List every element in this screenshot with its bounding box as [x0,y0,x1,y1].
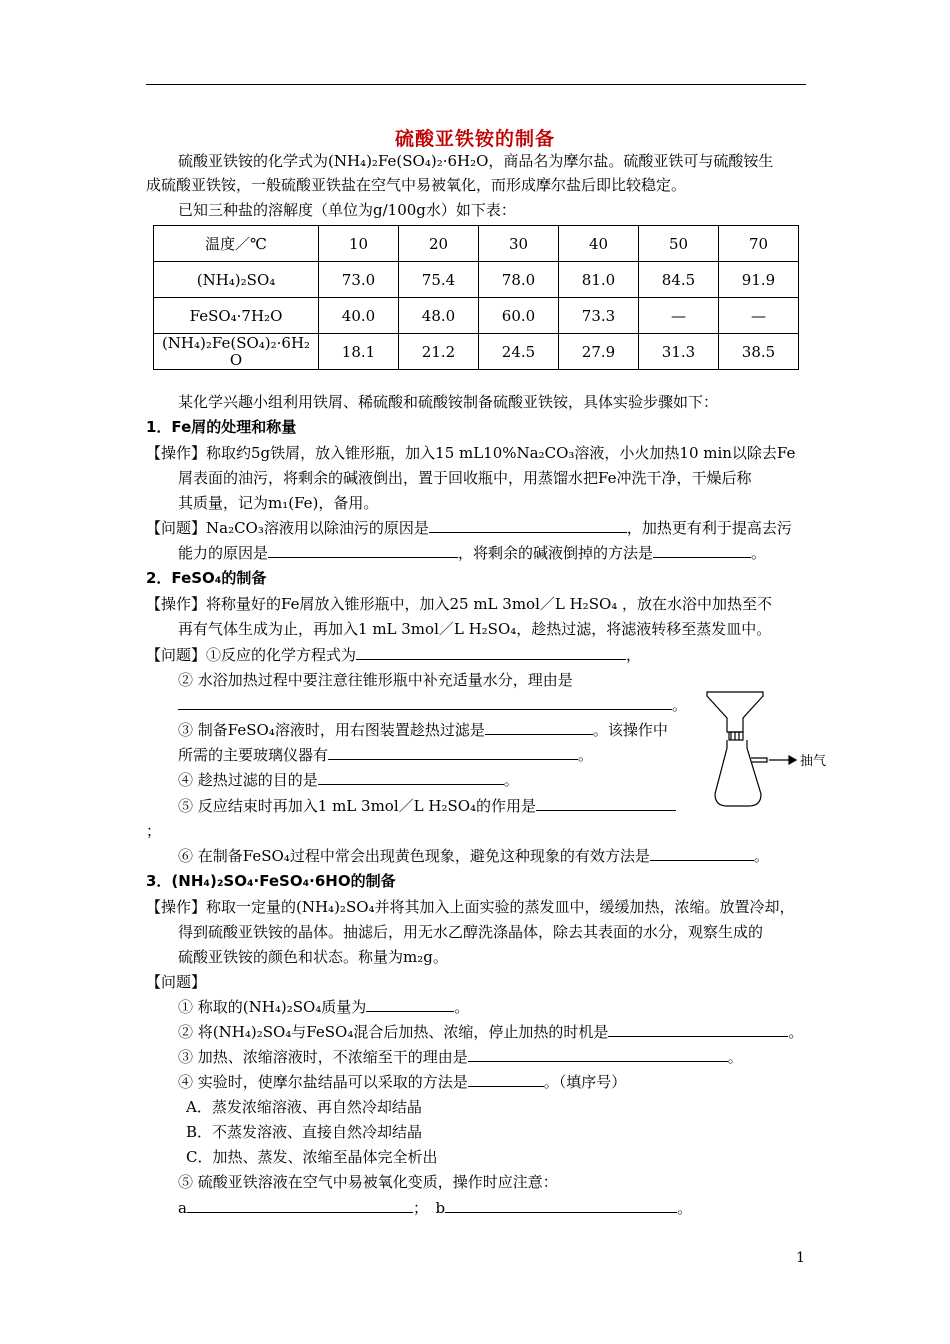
header-rule [146,84,806,85]
table-cell: 38.5 [719,334,799,370]
row-label-line-1: (NH₄)₂Fe(SO₄)₂·6H₂ [161,333,311,352]
table-cell: 18.1 [319,334,399,370]
answer-blank[interactable] [366,996,454,1012]
s2-q-text: 。该操作中 [592,721,668,739]
option-a: A．蒸发浓缩溶液、再自然冷却结晶 [186,1098,422,1116]
s2-op-line-2: 再有气体生成为止，再加入1 mL 3mol／L H₂SO₄，趁热过滤，将滤液转移至蒸发皿中。 [178,620,772,638]
answer-blank[interactable] [328,744,578,760]
table-cell: — [639,298,719,334]
page-number: 1 [796,1250,805,1266]
s3-q1 [178,996,469,1018]
s2-q-text: ③ 制备FeSO₄溶液时，用右图装置趁热过滤是 [178,721,485,739]
table-cell: 70 [719,226,799,262]
s3-q-text: 。 [727,1048,743,1066]
s2-q-text: ⑤ 反应结束时再加入1 mL 3mol／L H₂SO₄的作用是 [178,797,537,815]
s2-q4 [178,769,519,791]
answer-blank[interactable] [318,769,504,785]
funnel-icon [707,692,763,732]
answer-blank[interactable] [650,845,754,861]
s2-q-text: 。 [753,847,769,865]
s1-q-text: 。 [751,544,767,562]
s1-q-text: ，将剩余的碱液倒掉的方法是 [458,544,654,562]
answer-blank[interactable] [178,694,672,710]
s3-q-text: ③ 加热、浓缩溶液时，不浓缩至干的理由是 [178,1048,468,1066]
table-cell: (NH₄)₂SO₄ [154,262,319,298]
s3-q5-answers [178,1197,692,1219]
s1-q-text: ，加热更有利于提高去污 [626,519,792,537]
s1-q-text: 能力的原因是 [178,544,269,562]
s2-op-line-1: 【操作】将称量好的Fe屑放入锥形瓶中，加入25 mL 3mol／L H₂SO₄ ，放在水浴中加热至不 [146,595,773,613]
table-cell: 48.0 [399,298,479,334]
section-2-heading: 2．FeSO₄的制备 [146,569,267,587]
suction-flask-diagram [705,690,835,812]
apparatus-label: 抽气 [800,754,827,769]
answer-blank[interactable] [187,1197,413,1213]
answer-blank[interactable] [608,1021,788,1037]
answer-blank[interactable] [268,542,458,558]
filtration-apparatus [705,690,835,816]
s3-op-line-3: 硫酸亚铁铵的颜色和状态。称量为m₂g。 [178,948,448,966]
solubility-table [153,225,799,370]
answer-blank[interactable] [653,542,751,558]
s3-q4 [178,1071,626,1093]
s3-q-text: ； b [412,1199,446,1217]
s3-q-text: ② 将(NH₄)₂SO₄与FeSO₄混合后加热、浓缩，停止加热的时机是 [178,1023,609,1041]
table-cell: 10 [319,226,399,262]
table-cell: 21.2 [399,334,479,370]
s2-q1 [146,644,641,666]
table-cell: FeSO₄·7H₂O [154,298,319,334]
table-row [154,226,799,262]
s3-q-text: 。 [788,1023,804,1041]
answer-blank[interactable] [485,719,593,735]
s1-question-line-1 [146,517,792,539]
answer-blank[interactable] [356,644,626,660]
s3-op-line-1: 【操作】称取一定量的(NH₄)₂SO₄并将其加入上面实验的蒸发皿中，缓缓加热，浓缩。放置冷却， [146,898,795,916]
answer-blank[interactable] [429,517,627,533]
s2-q-text: 所需的主要玻璃仪器有 [178,746,329,764]
s3-q2 [178,1021,803,1043]
table-cell: 40 [559,226,639,262]
table-cell: 31.3 [639,334,719,370]
s3-q-text: a [178,1199,187,1217]
s1-q-text: 【问题】Na₂CO₃溶液用以除油污的原因是 [146,519,429,537]
intro-line-2: 成硫酸亚铁铵，一般硫酸亚铁盐在空气中易被氧化，而形成摩尔盐后即比较稳定。 [146,176,687,194]
table-cell: 40.0 [319,298,399,334]
table-cell: 73.3 [559,298,639,334]
s3-q-text: ④ 实验时，使摩尔盐结晶可以采取的方法是 [178,1073,468,1091]
s3-q5: ⑤ 硫酸亚铁溶液在空气中易被氧化变质，操作时应注意： [178,1173,558,1191]
s2-q2-answer [178,694,687,716]
arrow-icon [789,756,796,764]
s3-op-line-2: 得到硫酸亚铁铵的晶体。抽滤后，用无水乙醇洗涤晶体，除去其表面的水分，观察生成的 [178,923,764,941]
table-cell: 27.9 [559,334,639,370]
s1-op-line-2: 屑表面的油污，将剩余的碱液倒出，置于回收瓶中，用蒸馏水把Fe冲洗干净，干燥后称 [178,469,752,487]
s2-q-text: 。 [578,746,594,764]
intro-line-3: 已知三种盐的溶解度（单位为g/100g水）如下表： [178,201,516,219]
table-row [154,334,799,370]
option-b: B．不蒸发溶液、直接自然冷却结晶 [186,1123,423,1141]
table-row [154,298,799,334]
s2-q-text: ⑥ 在制备FeSO₄过程中常会出现黄色现象，避免这种现象的有效方法是 [178,847,650,865]
s1-op-line-1: 【操作】称取约5g铁屑，放入锥形瓶，加入15 mL10%Na₂CO₃溶液，小火加热10 min以除去Fe [146,444,796,462]
answer-blank[interactable] [468,1071,544,1087]
intro-line-1: 硫酸亚铁铵的化学式为(NH₄)₂Fe(SO₄)₂·6H₂O，商品名为摩尔盐。硫酸亚铁可与硫酸铵生 [178,152,774,170]
flask-icon [715,740,761,806]
s1-question-line-2 [178,542,766,564]
answer-blank[interactable] [445,1197,677,1213]
s2-q-text: 【问题】①反应的化学方程式为 [146,646,357,664]
s2-q5-end: ； [146,822,162,840]
s3-q-text: 。 [454,998,470,1016]
s3-q3 [178,1046,743,1068]
s2-q2: ② 水浴加热过程中要注意往锥形瓶中补充适量水分，理由是 [178,671,573,689]
section-1-heading: 1．Fe屑的处理和称量 [146,418,297,436]
intro-2: 某化学兴趣小组利用铁屑、稀硫酸和硫酸铵制备硫酸亚铁铵，具体实验步骤如下： [178,393,719,411]
section-3-heading: 3．(NH₄)₂SO₄·FeSO₄·6HO的制备 [146,872,396,890]
table-cell: 温度／℃ [154,226,319,262]
side-arm [751,758,767,762]
row-label-line-2: O [229,350,243,369]
table-cell: 20 [399,226,479,262]
s3-q-text: 。（填序号） [543,1073,627,1091]
table-cell: 84.5 [639,262,719,298]
table-cell: 81.0 [559,262,639,298]
table-cell: 73.0 [319,262,399,298]
table-cell: 91.9 [719,262,799,298]
s2-q3-cont [178,744,593,766]
page-title: 硫酸亚铁铵的制备 [394,128,555,150]
table-row [154,262,799,298]
table-cell: 50 [639,226,719,262]
s3-q-text: ① 称取的(NH₄)₂SO₄质量为 [178,998,367,1016]
answer-blank[interactable] [536,795,676,811]
answer-blank[interactable] [468,1046,728,1062]
s2-q-text: 。 [503,771,519,789]
s3-q-text: 。 [677,1199,693,1217]
s1-op-line-3: 其质量，记为m₁(Fe)，备用。 [178,494,379,512]
table-cell: — [719,298,799,334]
option-c: C．加热、蒸发、浓缩至晶体完全析出 [186,1148,438,1166]
s2-q-text: ④ 趁热过滤的目的是 [178,771,318,789]
table-cell: 75.4 [399,262,479,298]
s2-q-text: 。 [672,696,688,714]
table-cell: 60.0 [479,298,559,334]
s2-q3 [178,719,668,741]
s2-q6 [178,845,769,867]
s2-q-text: ， [626,646,642,664]
table-cell: 78.0 [479,262,559,298]
s2-q5 [178,795,676,817]
table-cell: 30 [479,226,559,262]
s3-question-label: 【问题】 [146,973,207,991]
table-cell [154,334,319,370]
table-cell: 24.5 [479,334,559,370]
